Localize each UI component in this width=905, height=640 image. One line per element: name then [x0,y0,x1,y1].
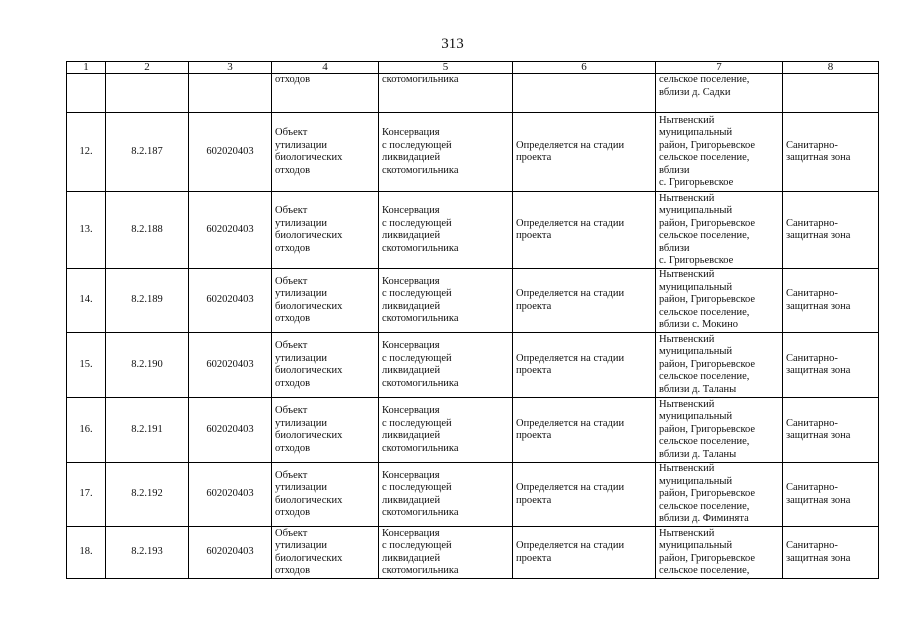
cell-location: Нытвенский муниципальный район, Григорьевское сельское поселение, вблизи с. Григорьевское [656,192,783,269]
cell-stage: Определяется на стадии проекта [513,192,656,269]
cell-object: Объект утилизации биологических отходов [272,398,379,463]
cell-stage: Определяется на стадии проекта [513,269,656,333]
table-row [67,333,879,398]
cell-stage [513,74,656,113]
objects-table [66,61,879,579]
cell-object: Объект утилизации биологических отходов [272,527,379,579]
cell-zone: Санитарно- защитная зона [783,463,879,527]
cell-action: Консервация с последующей ликвидацией скотомогильника [379,463,513,527]
cell-id [189,74,272,113]
cell-id: 602020403 [189,527,272,579]
cell-stage: Определяется на стадии проекта [513,398,656,463]
cell-stage: Определяется на стадии проекта [513,527,656,579]
col-header-3: 3 [189,62,272,74]
cell-zone: Санитарно- защитная зона [783,398,879,463]
cell-code: 8.2.190 [106,333,189,398]
cell-id: 602020403 [189,398,272,463]
cell-num: 17. [67,463,106,527]
cell-object: Объект утилизации биологических отходов [272,333,379,398]
cell-num: 14. [67,269,106,333]
cell-num: 16. [67,398,106,463]
cell-location: Нытвенский муниципальный район, Григорьевское сельское поселение, [656,527,783,579]
cell-code: 8.2.192 [106,463,189,527]
table-row [67,113,879,192]
table-row [67,463,879,527]
cell-action: Консервация с последующей ликвидацией скотомогильника [379,527,513,579]
cell-location: Нытвенский муниципальный район, Григорьевское сельское поселение, вблизи д. Фиминята [656,463,783,527]
cell-action: скотомогильника [379,74,513,113]
col-header-1: 1 [67,62,106,74]
col-header-5: 5 [379,62,513,74]
cell-num: 13. [67,192,106,269]
cell-location: Нытвенский муниципальный район, Григорьевское сельское поселение, вблизи с. Григорьевское [656,113,783,192]
cell-code [106,74,189,113]
cell-code: 8.2.189 [106,269,189,333]
table-row [67,527,879,579]
cell-stage: Определяется на стадии проекта [513,333,656,398]
cell-location: Нытвенский муниципальный район, Григорьевское сельское поселение, вблизи д. Таланы [656,398,783,463]
col-header-6: 6 [513,62,656,74]
table-row [67,192,879,269]
cell-object: отходов [272,74,379,113]
cell-location: Нытвенский муниципальный район, Григорьевское сельское поселение, вблизи д. Таланы [656,333,783,398]
cell-num [67,74,106,113]
cell-zone: Санитарно- защитная зона [783,269,879,333]
cell-code: 8.2.193 [106,527,189,579]
cell-object: Объект утилизации биологических отходов [272,269,379,333]
table-row [67,269,879,333]
cell-id: 602020403 [189,463,272,527]
col-header-7: 7 [656,62,783,74]
col-header-8: 8 [783,62,879,74]
cell-object: Объект утилизации биологических отходов [272,463,379,527]
cell-action: Консервация с последующей ликвидацией скотомогильника [379,192,513,269]
cell-location: сельское поселение, вблизи д. Садки [656,74,783,113]
cell-object: Объект утилизации биологических отходов [272,192,379,269]
cell-action: Консервация с последующей ликвидацией скотомогильника [379,398,513,463]
cell-action: Консервация с последующей ликвидацией скотомогильника [379,333,513,398]
cell-id: 602020403 [189,333,272,398]
cell-action: Консервация с последующей ликвидацией скотомогильника [379,113,513,192]
cell-stage: Определяется на стадии проекта [513,113,656,192]
table-row [67,398,879,463]
cell-stage: Определяется на стадии проекта [513,463,656,527]
cell-num: 15. [67,333,106,398]
cell-code: 8.2.188 [106,192,189,269]
cell-id: 602020403 [189,269,272,333]
cell-id: 602020403 [189,192,272,269]
cell-id: 602020403 [189,113,272,192]
cell-num: 12. [67,113,106,192]
cell-code: 8.2.187 [106,113,189,192]
cell-action: Консервация с последующей ликвидацией скотомогильника [379,269,513,333]
cell-zone: Санитарно- защитная зона [783,527,879,579]
column-number-row [67,62,879,74]
cell-zone: Санитарно- защитная зона [783,113,879,192]
continuation-row [67,74,879,113]
cell-location: Нытвенский муниципальный район, Григорьевское сельское поселение, вблизи с. Мокино [656,269,783,333]
cell-num: 18. [67,527,106,579]
cell-object: Объект утилизации биологических отходов [272,113,379,192]
col-header-4: 4 [272,62,379,74]
cell-zone [783,74,879,113]
page-number: 313 [441,36,464,52]
col-header-2: 2 [106,62,189,74]
cell-zone: Санитарно- защитная зона [783,333,879,398]
cell-zone: Санитарно- защитная зона [783,192,879,269]
cell-code: 8.2.191 [106,398,189,463]
